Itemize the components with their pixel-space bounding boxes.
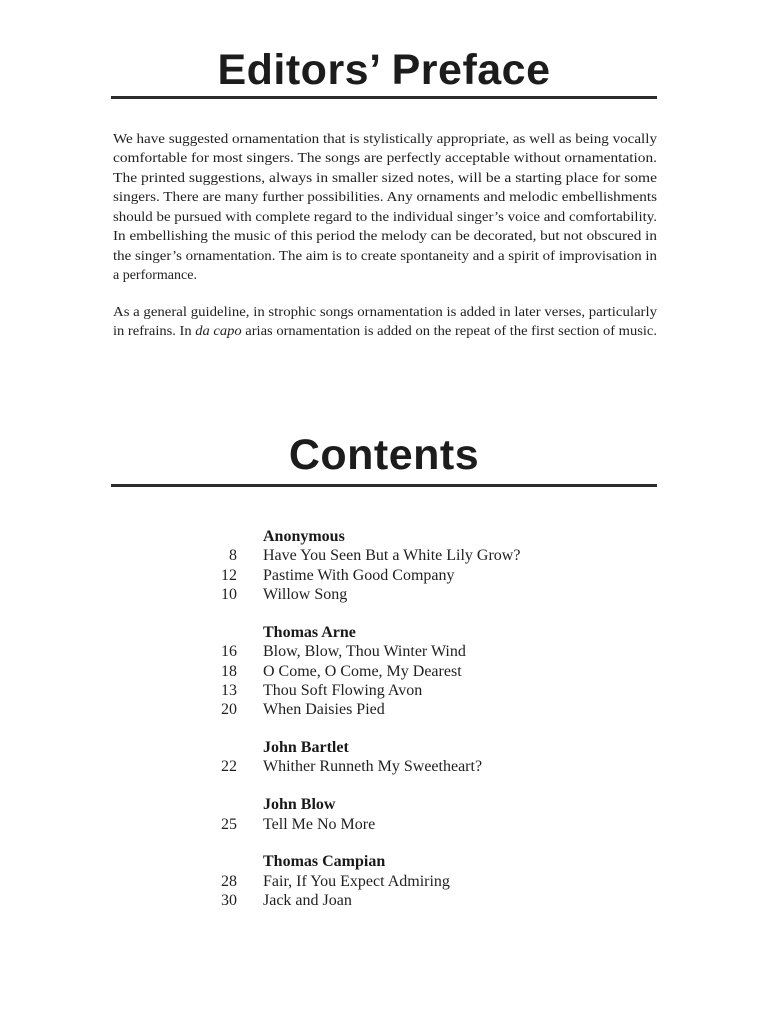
toc-composer-name: Thomas Arne bbox=[263, 623, 356, 641]
toc-song-title: Willow Song bbox=[263, 586, 348, 604]
preface-text-line-content: In embellishing the music of this period the melody can be decorated, but not obscured in bbox=[113, 229, 657, 245]
toc-song-title: Have You Seen But a White Lily Grow? bbox=[263, 547, 521, 565]
toc-composer-row bbox=[189, 527, 520, 546]
preface-paragraph-2 bbox=[113, 303, 657, 342]
toc-page-number: 20 bbox=[221, 701, 237, 719]
preface-text-line bbox=[113, 266, 657, 285]
preface-text-line-content: comfortable for most singers. The songs are perfectly acceptable without ornamentation. bbox=[113, 151, 657, 167]
toc-composer-name: John Blow bbox=[263, 796, 336, 814]
toc-section bbox=[189, 852, 520, 910]
preface-text-line-content bbox=[113, 322, 657, 341]
preface-text-line-content: We have suggested ornamentation that is stylistically appropriate, as well as being vocally bbox=[113, 132, 657, 147]
toc-page-number: 18 bbox=[221, 662, 237, 680]
toc-section bbox=[189, 623, 520, 720]
toc-entry bbox=[189, 815, 520, 834]
toc-number-spacer bbox=[189, 795, 237, 814]
preface-text-line-content: should be pursued with complete regard to the individual singer’s voice and comfortability. bbox=[113, 209, 657, 225]
toc-song-title: Pastime With Good Company bbox=[263, 566, 455, 584]
toc-section bbox=[189, 738, 520, 777]
toc-composer-name: Thomas Campian bbox=[263, 853, 386, 871]
toc-entry bbox=[189, 681, 520, 700]
preface-body bbox=[113, 130, 657, 341]
preface-text-line bbox=[113, 247, 657, 266]
preface-text-line bbox=[113, 208, 657, 227]
text-segment: in refrains. In bbox=[113, 323, 196, 339]
contents-title: Contents bbox=[288, 431, 480, 479]
toc-composer-row bbox=[189, 738, 520, 757]
toc-entry bbox=[189, 700, 520, 719]
toc-entry bbox=[189, 546, 520, 565]
preface-title-rule bbox=[111, 96, 657, 99]
toc-song-title: Fair, If You Expect Admiring bbox=[263, 872, 450, 890]
toc-entry bbox=[189, 891, 520, 910]
toc-page-number: 12 bbox=[221, 566, 237, 584]
toc-entry bbox=[189, 872, 520, 891]
toc-number-spacer bbox=[189, 623, 237, 642]
toc-entry bbox=[189, 642, 520, 661]
toc-composer-row bbox=[189, 623, 520, 642]
toc-page-number: 25 bbox=[221, 815, 237, 833]
preface-text-line-content: The printed suggestions, always in smaller sized notes, will be a starting place for some bbox=[113, 170, 657, 186]
preface-text-line bbox=[113, 227, 657, 246]
toc-page-number: 10 bbox=[221, 586, 237, 604]
toc-page-number: 8 bbox=[229, 547, 237, 565]
toc-composer-row bbox=[189, 795, 520, 814]
preface-text-line-content: As a general guideline, in strophic songs ornamentation is added in later verses, particularly bbox=[113, 304, 657, 320]
toc-song-title: Jack and Joan bbox=[263, 892, 352, 910]
preface-text-line bbox=[113, 322, 657, 341]
preface-title: Editors’ Preface bbox=[217, 46, 551, 94]
toc-entry bbox=[189, 662, 520, 681]
preface-text-line bbox=[113, 303, 657, 322]
toc-page-number: 22 bbox=[221, 758, 237, 776]
contents-title-rule bbox=[111, 484, 657, 487]
toc-number-spacer bbox=[189, 738, 237, 757]
toc-song-title: Whither Runneth My Sweetheart? bbox=[263, 758, 483, 776]
toc-section bbox=[189, 795, 520, 834]
toc-composer-name: John Bartlet bbox=[263, 739, 349, 757]
toc-section bbox=[189, 527, 520, 604]
preface-text-line bbox=[113, 130, 657, 149]
toc-song-title: Thou Soft Flowing Avon bbox=[263, 681, 423, 699]
toc-page-number: 16 bbox=[221, 643, 237, 661]
contents-list bbox=[189, 527, 520, 929]
preface-text-line-content: the singer’s ornamentation. The aim is to create spontaneity and a spirit of improvisation in bbox=[113, 248, 657, 264]
toc-song-title: When Daisies Pied bbox=[263, 701, 385, 719]
preface-text-line bbox=[113, 169, 657, 188]
preface-paragraph-1 bbox=[113, 130, 657, 286]
toc-song-title: O Come, O Come, My Dearest bbox=[263, 662, 462, 680]
toc-song-title: Tell Me No More bbox=[263, 815, 376, 833]
toc-composer-row bbox=[189, 852, 520, 871]
preface-text-line-content: singers. There are many further possibilities. Any ornaments and melodic embellishments bbox=[113, 190, 657, 206]
da-capo-italic-text: da capo bbox=[195, 323, 242, 339]
toc-song-title: Blow, Blow, Thou Winter Wind bbox=[263, 643, 466, 661]
toc-page-number: 30 bbox=[221, 892, 237, 910]
toc-entry bbox=[189, 585, 520, 604]
text-segment: arias ornamentation is added on the repeat of the first section of music. bbox=[241, 323, 657, 339]
toc-composer-name: Anonymous bbox=[263, 528, 345, 545]
preface-text-line-content: a performance. bbox=[113, 268, 197, 284]
toc-entry bbox=[189, 566, 520, 585]
toc-page-number: 13 bbox=[221, 681, 237, 699]
toc-number-spacer bbox=[189, 527, 237, 546]
toc-page-number: 28 bbox=[221, 872, 237, 890]
toc-entry bbox=[189, 757, 520, 776]
preface-text-line bbox=[113, 188, 657, 207]
toc-number-spacer bbox=[189, 852, 237, 871]
preface-text-line bbox=[113, 149, 657, 168]
